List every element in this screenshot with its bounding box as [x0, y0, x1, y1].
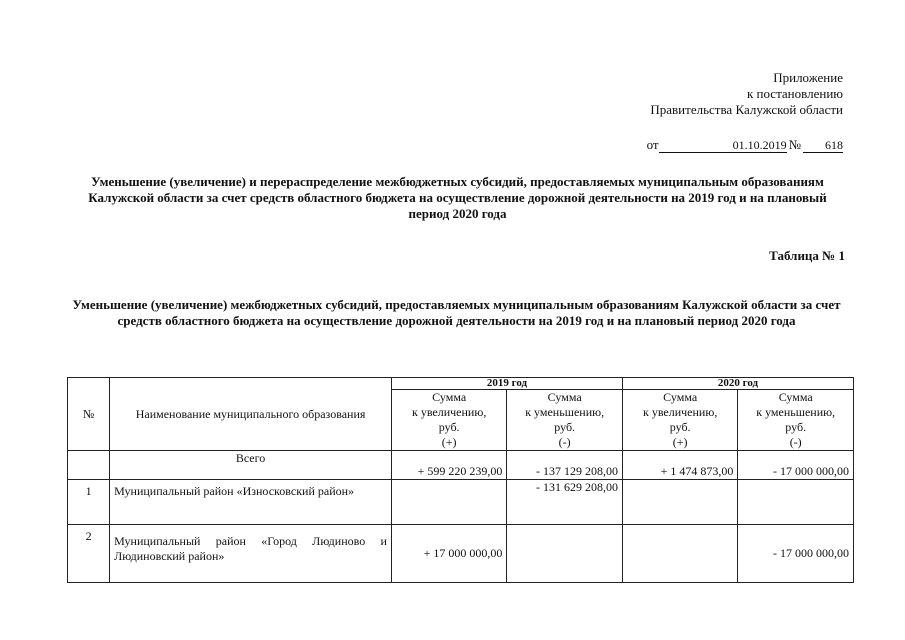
- subsidy-table: [67, 377, 854, 583]
- row-dec-2020: - 17 000 000,00: [738, 525, 854, 583]
- appendix-line-2: к постановлению: [746, 86, 843, 101]
- decree-line: [647, 137, 843, 153]
- header-name: Наименование муниципального образования: [110, 378, 392, 451]
- row-dec-2019: - 131 629 208,00: [507, 480, 623, 525]
- header-decrease-2019: [507, 390, 623, 451]
- header-decrease-2020: [738, 390, 854, 451]
- header-text: руб.: [438, 420, 460, 434]
- header-text: Сумма: [547, 390, 582, 404]
- header-text: Сумма: [663, 390, 698, 404]
- header-text: руб.: [785, 420, 807, 434]
- total-inc-2020: + 1 474 873,00: [622, 451, 737, 480]
- total-dec-2020: - 17 000 000,00: [738, 451, 854, 480]
- total-inc-2019: + 599 220 239,00: [391, 451, 506, 480]
- appendix-block: [650, 70, 843, 118]
- header-text: (-): [558, 435, 571, 449]
- row-number: 1: [68, 480, 110, 525]
- row-name: Муниципальный район «Город Людиново и Людиновский район»: [110, 525, 392, 583]
- row-number: 2: [68, 525, 110, 583]
- decree-number: 618: [803, 138, 843, 153]
- header-no: №: [68, 378, 110, 451]
- total-label: Всего: [110, 451, 392, 480]
- header-text: (+): [672, 435, 688, 449]
- header-text: руб.: [554, 420, 576, 434]
- total-dec-2019: - 137 129 208,00: [507, 451, 623, 480]
- decree-prefix: от: [646, 137, 659, 152]
- header-year-2020: 2020 год: [622, 378, 853, 390]
- header-text: к уменьшению,: [756, 405, 836, 419]
- total-no-cell: [68, 451, 110, 480]
- header-text: к увеличению,: [411, 405, 487, 419]
- table-row: [68, 480, 854, 525]
- document-title: Уменьшение (увеличение) и перераспределение межбюджетных субсидий, предоставляемых муниципальным образованиям Калужской области за счет средств областного бюджета на осуществление дорожной деятельности на 2019 год и на плановый период 2020 года: [88, 174, 827, 221]
- decree-number-label: №: [788, 137, 801, 152]
- row-inc-2019: + 17 000 000,00: [391, 525, 506, 583]
- table-row: [68, 525, 854, 583]
- appendix-line-3: Правительства Калужской области: [650, 102, 843, 117]
- row-inc-2020: [622, 525, 737, 583]
- header-text: Сумма: [778, 390, 813, 404]
- header-increase-2020: [622, 390, 737, 451]
- decree-date: 01.10.2019: [659, 138, 787, 153]
- appendix-line-1: Приложение: [773, 70, 843, 85]
- row-inc-2020: [622, 480, 737, 525]
- header-increase-2019: [391, 390, 506, 451]
- row-dec-2019: [507, 525, 623, 583]
- header-text: (-): [789, 435, 802, 449]
- row-name: Муниципальный район «Износковский район»: [110, 480, 392, 525]
- header-text: руб.: [669, 420, 691, 434]
- total-row: [68, 451, 854, 480]
- header-row-years: [68, 378, 854, 390]
- table-subtitle: Уменьшение (увеличение) межбюджетных субсидий, предоставляемых муниципальным образованиям Калужской области за счет средств областного бюджета на осуществление дорожной деятельности на 2019 год и на плановый период 2020 года: [72, 297, 841, 328]
- header-text: (+): [441, 435, 457, 449]
- table-label: Таблица № 1: [769, 248, 845, 263]
- row-dec-2020: [738, 480, 854, 525]
- header-year-2019: 2019 год: [391, 378, 622, 390]
- header-text: к уменьшению,: [525, 405, 605, 419]
- row-inc-2019: [391, 480, 506, 525]
- header-text: Сумма: [432, 390, 467, 404]
- header-text: к увеличению,: [642, 405, 718, 419]
